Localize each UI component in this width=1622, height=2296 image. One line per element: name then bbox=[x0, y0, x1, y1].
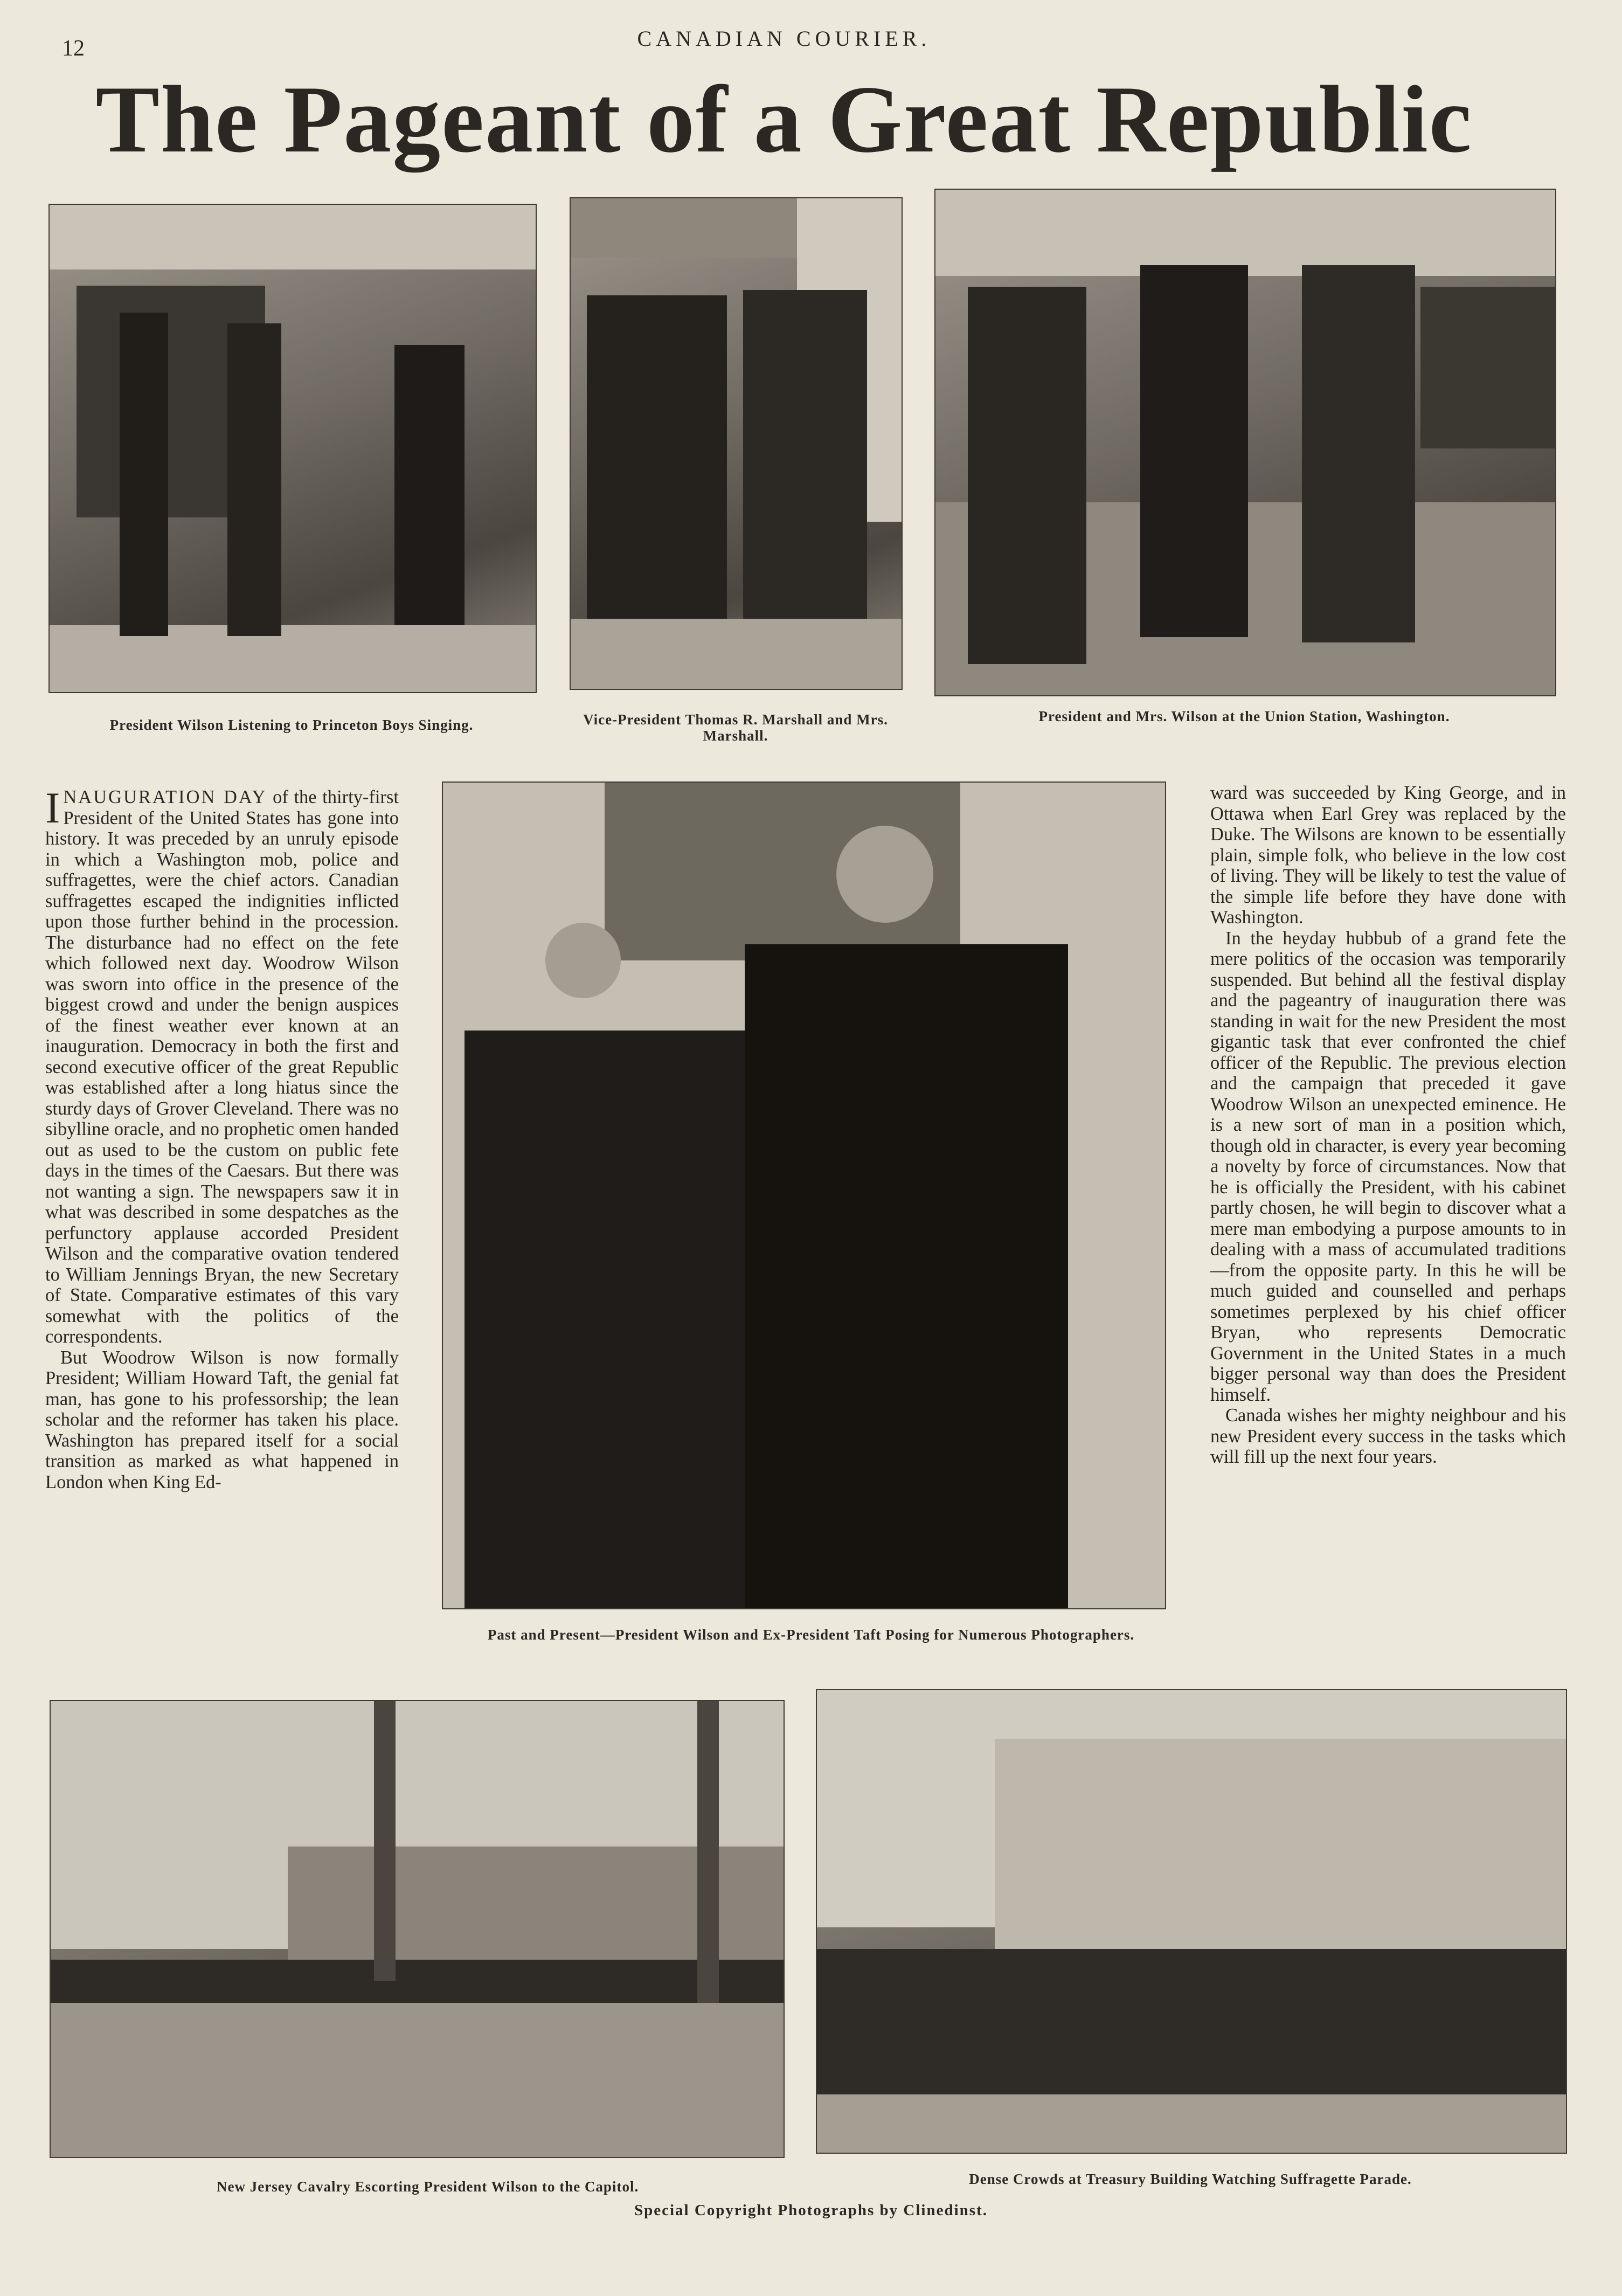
caption-wilsons-union-station: President and Mrs. Wilson at the Union Station, Washington. bbox=[1038, 708, 1450, 724]
photo-treasury-crowds bbox=[816, 1689, 1567, 2154]
drop-cap: I bbox=[45, 783, 60, 832]
photo-wilson-taft bbox=[442, 782, 1166, 1609]
caption-cavalry-escort: New Jersey Cavalry Escorting President Wilson to the Capitol. bbox=[217, 2179, 639, 2195]
paragraph-1-text: of the thirty-first President of the United States has gone into history. It was preceded by an unruly episode in which a Washington mob, police and suffragettes, were the chief actors. Canadian suffragettes escaped the indignities inflicted upon those further behind in the procession. The disturbance had no effect on the fete which followed next day. Woodrow Wilson was sworn into office in the presence of the biggest crowd and under the benign auspices of the finest weather ever known at an inauguration. Democracy in both the first and second executive officer of the great Republic was established after a long hiatus since the sturdy days of Grover Cleveland. There was no sibylline oracle, and no prophetic omen handed out as used to be the custom on public fete days in the times of the Caesars. But there was not wanting a sign. The newspapers saw it in what was described in some despatches as the perfunctory applause accorded President Wilson and the comparative ovation tendered to William Jennings Bryan, the new Secretary of State. Comparative estimates of this vary somewhat with the politics of the correspondents. bbox=[45, 787, 399, 1347]
running-head: CANADIAN COURIER. bbox=[637, 26, 931, 51]
article-paragraph-2-cont: ward was succeeded by King George, and in Ottawa when Earl Grey was replaced by the Duke. The Wilsons are known to be essentially plain, simple folk, who believe in the low cost of living. They will be likely to test the value of the simple life before they have done with Washington. bbox=[1210, 783, 1566, 928]
article-paragraph-4: Canada wishes her mighty neighbour and his new President every success in the tasks which will fill up the next four years. bbox=[1210, 1405, 1566, 1467]
article-paragraph-3: In the heyday hubbub of a grand fete the mere politics of the occasion was temporarily suspended. But behind all the festival display and the pageantry of inauguration there was standing in wait for the new President the most gigantic task that ever confronted the chief officer of the Republic. The previous election and the campaign that preceded it gave Woodrow Wilson an unexpected eminence. He is a new sort of man in a position which, though old in character, is every year becoming a novelty by force of circumstances. Now that he is officially the President, with his cabinet partly chosen, he will begin to discover what a mere man embodying a purpose amounts to in dealing with a mass of accumulated traditions—from the opposite party. In this he will be much guided and counselled and perhaps sometimes perplexed by his chief officer Bryan, who represents Democratic Government in the United States in a much bigger personal way than does the President himself. bbox=[1210, 928, 1566, 1405]
article-column-left bbox=[45, 783, 399, 1492]
photo-wilson-princeton bbox=[48, 204, 537, 693]
caption-treasury-crowds: Dense Crowds at Treasury Building Watching Suffragette Parade. bbox=[969, 2171, 1412, 2187]
article-column-right bbox=[1210, 783, 1566, 1468]
caption-wilson-taft: Past and Present—President Wilson and Ex-President Taft Posing for Numerous Photographers. bbox=[487, 1627, 1135, 1643]
lead-caps: NAUGURATION DAY bbox=[63, 787, 267, 807]
photo-cavalry-escort bbox=[50, 1700, 785, 2158]
article-paragraph-2-start: But Woodrow Wilson is now formally President; William Howard Taft, the genial fat man, has gone to his professorship; the lean scholar and the reformer has taken his place. Washington has prepared itself for a social transition as marked as what happened in London when King Ed- bbox=[45, 1347, 399, 1492]
page-title: The Pageant of a Great Republic bbox=[95, 66, 1473, 172]
page-number: 12 bbox=[62, 36, 85, 61]
photo-credit: Special Copyright Photographs by Clinedinst. bbox=[634, 2202, 988, 2219]
photo-wilsons-union-station bbox=[934, 189, 1556, 696]
article-paragraph-1 bbox=[45, 783, 399, 1347]
photo-marshall bbox=[570, 197, 903, 690]
caption-marshall: Vice-President Thomas R. Marshall and Mrs. Marshall. bbox=[583, 711, 888, 744]
caption-wilson-princeton: President Wilson Listening to Princeton Boys Singing. bbox=[109, 717, 474, 733]
